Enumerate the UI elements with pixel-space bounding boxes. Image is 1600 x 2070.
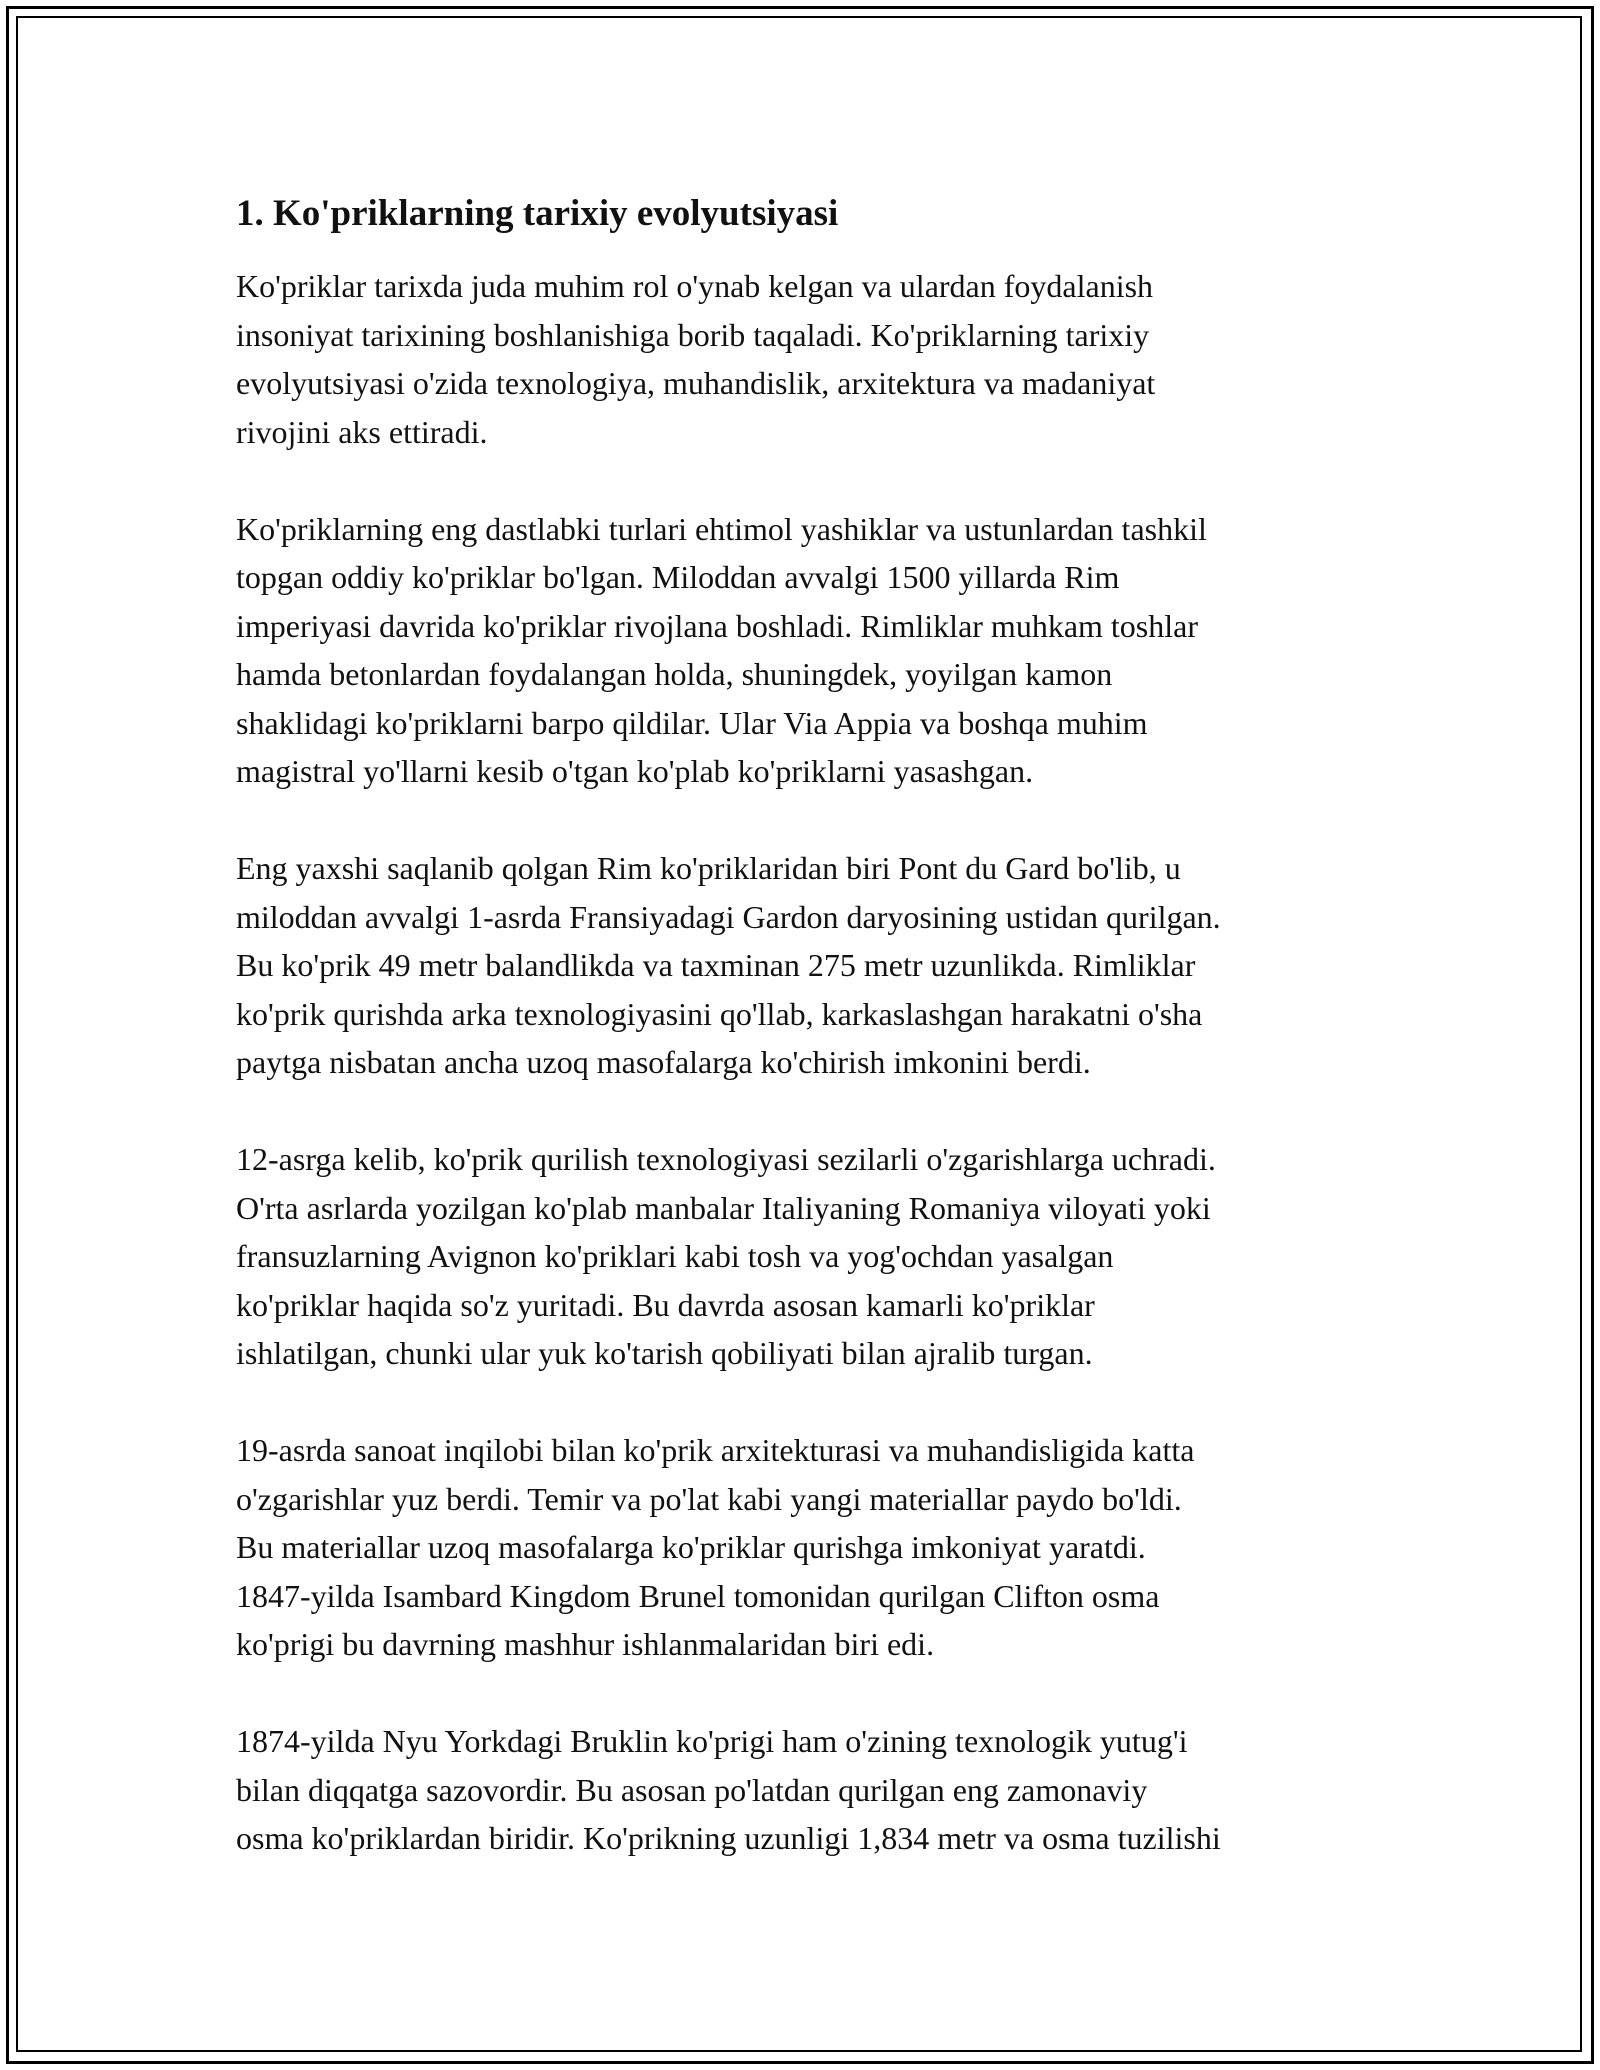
text-line: ko'prik qurishda arka texnologiyasini qo'llab, karkaslashgan harakatni o'sha [236, 995, 1203, 1032]
text-line: osma ko'priklardan biridir. Ko'prikning uzunligi 1,834 metr va osma tuzilishi [236, 1820, 1221, 1856]
text-line: Eng yaxshi saqlanib qolgan Rim ko'priklaridan biri Pont du Gard bo'lib, u [236, 850, 1181, 886]
text-line: 1874-yilda Nyu Yorkdagi Bruklin ko'prigi ham o'zining texnologik yutug'i [236, 1723, 1188, 1759]
section-heading: 1. Ko'priklarning tarixiy evolyutsiyasi [236, 193, 839, 234]
paragraph [236, 1717, 1376, 1863]
paragraph [236, 505, 1376, 796]
text-line: shaklidagi ko'priklarni barpo qildilar. Ular Via Appia va boshqa muhim [236, 704, 1148, 741]
text-line: 19-asrda sanoat inqilobi bilan ko'prik arxitekturasi va muhandisligida katta [236, 1432, 1195, 1468]
paragraph [236, 1135, 1376, 1378]
text-line: Bu materiallar uzoq masofalarga ko'priklar qurishga imkoniyat yaratdi. [236, 1529, 1146, 1565]
text-line: insoniyat tarixining boshlanishiga borib taqaladi. Ko'priklarning tarixiy [236, 316, 1150, 353]
text-line: bilan diqqatga sazovordir. Bu asosan po'latdan qurilgan eng zamonaviy [236, 1771, 1148, 1808]
text-line: rivojini aks ettiradi. [236, 413, 488, 450]
text-line: O'rta asrlarda yozilgan ko'plab manbalar Italiyaning Romaniya viloyati yoki [236, 1189, 1211, 1226]
text-line: hamda betonlardan foydalangan holda, shuningdek, yoyilgan kamon [236, 656, 1113, 692]
text-line: magistral yo'llarni kesib o'tgan ko'plab ko'priklarni yasashgan. [236, 753, 1034, 789]
text-line: 12-asrga kelib, ko'prik qurilish texnologiyasi sezilarli o'zgarishlarga uchradi. [236, 1141, 1216, 1177]
text-line: 1847-yilda Isambard Kingdom Brunel tomonidan qurilgan Clifton osma [236, 1577, 1160, 1614]
text-line: evolyutsiyasi o'zida texnologiya, muhandislik, arxitektura va madaniyat [236, 365, 1156, 401]
text-line: o'zgarishlar yuz berdi. Temir va po'lat kabi yangi materiallar paydo bo'ldi. [236, 1480, 1182, 1517]
paragraph [236, 844, 1376, 1087]
paragraph [236, 1426, 1376, 1669]
text-line: ko'priklar haqida so'z yuritadi. Bu davrda asosan kamarli ko'priklar [236, 1286, 1095, 1323]
text-line: imperiyasi davrida ko'priklar rivojlana boshladi. Rimliklar muhkam toshlar [236, 607, 1198, 644]
text-line: topgan oddiy ko'priklar bo'lgan. Miloddan avvalgi 1500 yillarda Rim [236, 559, 1120, 595]
text-line: ishlatilgan, chunki ular yuk ko'tarish qobiliyati bilan ajralib turgan. [236, 1335, 1093, 1371]
text-line: Ko'priklar tarixda juda muhim rol o'ynab kelgan va ulardan foydalanish [236, 268, 1154, 304]
text-line: paytga nisbatan ancha uzoq masofalarga ko'chirish imkonini berdi. [236, 1044, 1091, 1080]
text-line: ko'prigi bu davrning mashhur ishlanmalaridan biri edi. [236, 1626, 935, 1662]
document-body [236, 186, 1376, 1911]
paragraph [236, 262, 1376, 456]
text-line: miloddan avvalgi 1-asrda Fransiyadagi Gardon daryosining ustidan qurilgan. [236, 898, 1221, 935]
paragraph-list [236, 262, 1376, 1863]
text-line: fransuzlarning Avignon ko'priklari kabi tosh va yog'ochdan yasalgan [236, 1238, 1114, 1274]
text-line: Bu ko'prik 49 metr balandlikda va taxminan 275 metr uzunlikda. Rimliklar [236, 947, 1196, 983]
text-line: Ko'priklarning eng dastlabki turlari ehtimol yashiklar va ustunlardan tashkil [236, 510, 1207, 547]
